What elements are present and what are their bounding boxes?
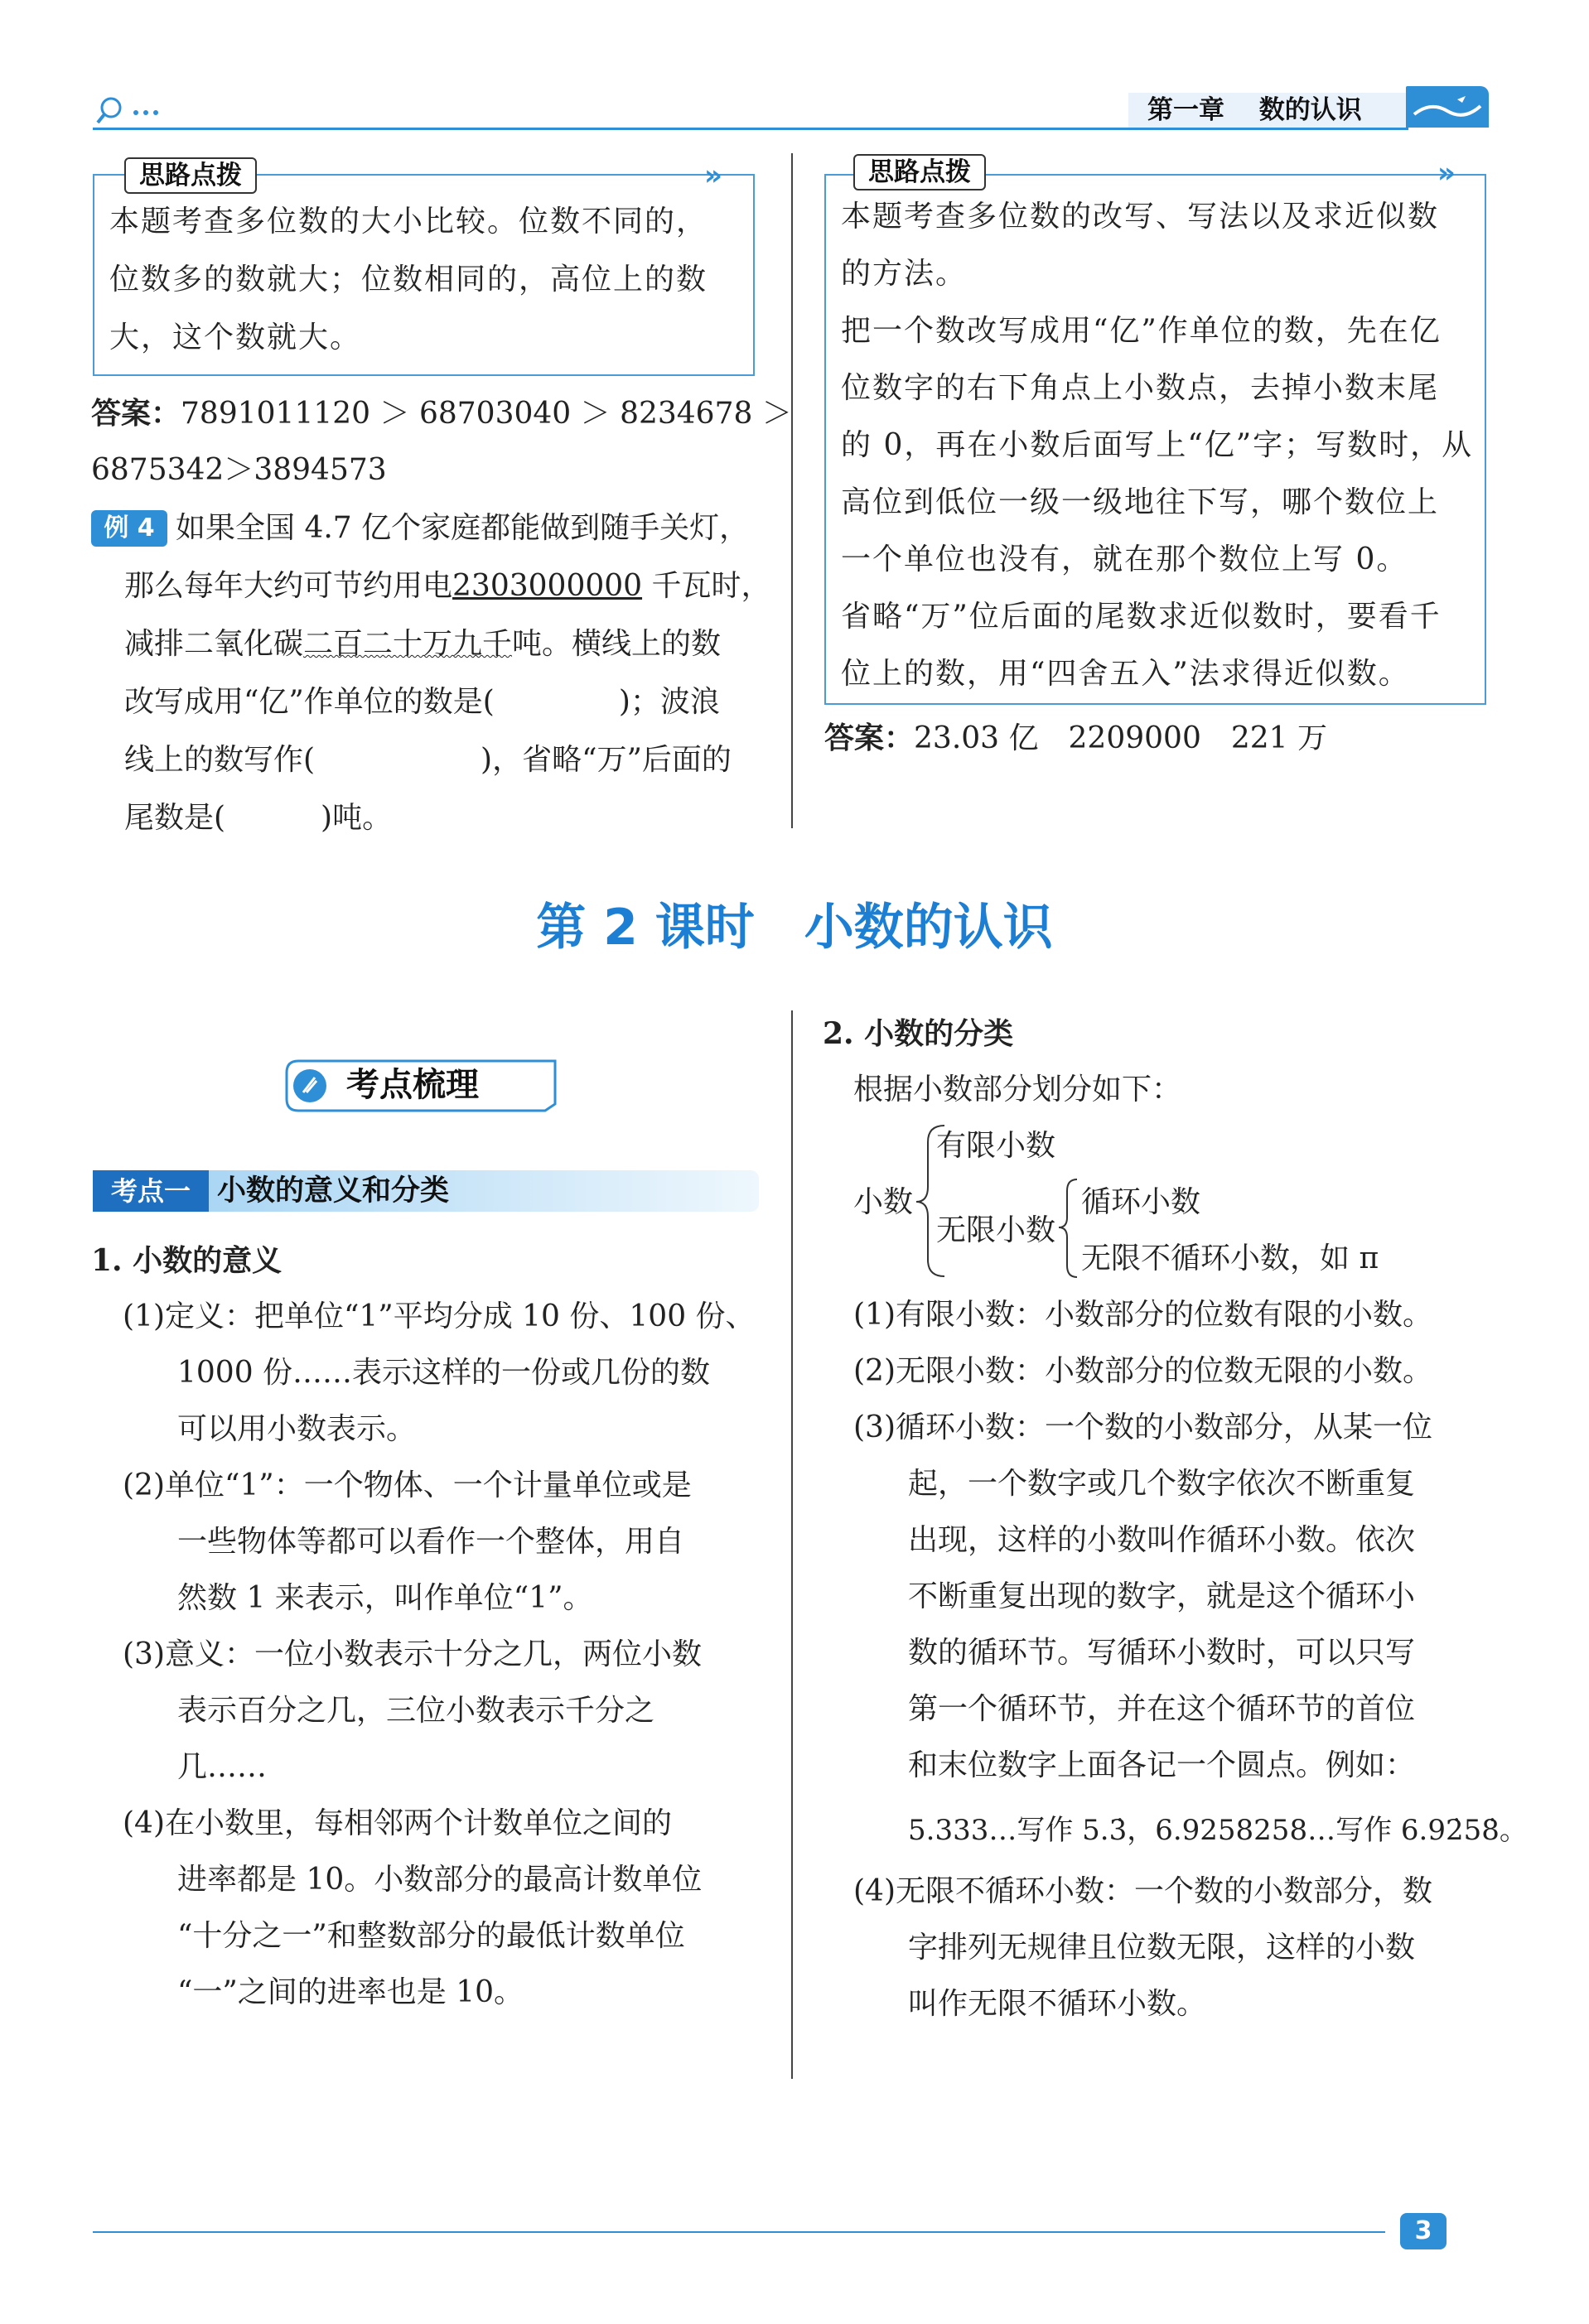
right-line: (2)无限小数：小数部分的位数无限的小数。 xyxy=(853,1354,1432,1388)
right-line: 字排列无规律且位数无限，这样的小数 xyxy=(908,1931,1416,1965)
example-tag: 例 4 xyxy=(91,510,167,547)
answer-left: 答案：7891011120 ＞ 68703040 ＞ 8234678 ＞ xyxy=(91,397,792,431)
example-line: 那么每年大约可节约用电2303000000 千瓦时， xyxy=(124,569,771,603)
right-line: 起，一个数字或几个数字依次不断重复 xyxy=(908,1467,1416,1501)
right-line: 不断重复出现的数字，就是这个循环小 xyxy=(908,1579,1416,1613)
tip-label-right: 思路点拨 xyxy=(853,154,986,190)
tip-right-line: 高位到低位一级一级地往下写，哪个数位上 xyxy=(841,485,1440,519)
left-line: 1000 份……表示这样的一份或几份的数 xyxy=(177,1356,711,1390)
tree-finite: 有限小数 xyxy=(936,1129,1056,1163)
right-line: (1)有限小数：小数部分的位数有限的小数。 xyxy=(853,1298,1432,1332)
double-chevron-icon: » xyxy=(704,159,722,192)
section-banner xyxy=(282,1056,563,1114)
tip-left-line: 位数多的数就大；位数相同的，高位上的数 xyxy=(109,263,708,297)
tree-repeating: 循环小数 xyxy=(1081,1185,1201,1219)
right-intro: 根据小数部分划分如下： xyxy=(853,1073,1182,1107)
right-line: 数的循环节。写循环小数时，可以只写 xyxy=(908,1636,1416,1670)
kaodian-tag: 考点一 xyxy=(93,1170,209,1212)
tree-brace-inner xyxy=(1052,1176,1085,1280)
tip-right-line: 省略“万”位后面的尾数求近似数时，要看千 xyxy=(841,600,1442,634)
tip-left-line: 本题考查多位数的大小比较。位数不同的， xyxy=(109,205,708,239)
tree-infinite: 无限小数 xyxy=(936,1213,1056,1247)
section-banner-title: 考点梳理 xyxy=(346,1066,479,1104)
left-line: “十分之一”和整数部分的最低计数单位 xyxy=(177,1919,685,1953)
right-line: 出现，这样的小数叫作循环小数。依次 xyxy=(908,1523,1416,1557)
tip-right-line: 本题考查多位数的改写、写法以及求近似数 xyxy=(841,200,1440,234)
header-rule xyxy=(93,128,1408,130)
right-line: 叫作无限不循环小数。 xyxy=(908,1987,1207,2021)
left-line: 一些物体等都可以看作一个整体，用自 xyxy=(177,1525,685,1559)
tip-right-line: 的 0，再在小数后面写上“亿”字；写数时，从 xyxy=(841,428,1474,462)
right-line: 第一个循环节，并在这个循环节的首位 xyxy=(908,1692,1416,1726)
answer-right: 答案：23.03 亿 2209000 221 万 xyxy=(824,721,1328,755)
double-chevron-icon: » xyxy=(1437,157,1456,190)
tip-left-line: 大，这个数就大。 xyxy=(109,321,362,354)
right-line: (4)无限不循环小数：一个数的小数部分，数 xyxy=(853,1874,1432,1908)
left-line: (2)单位“1”：一个物体、一个计量单位或是 xyxy=(123,1468,692,1502)
tip-label-left: 思路点拨 xyxy=(124,157,257,194)
right-heading: 2. 小数的分类 xyxy=(823,1016,1014,1051)
right-line: (3)循环小数：一个数的小数部分，从某一位 xyxy=(853,1410,1432,1444)
tip-right-line: 位上的数，用“四舍五入”法求得近似数。 xyxy=(841,657,1410,691)
wave-icon xyxy=(1406,86,1489,128)
kaodian-title: 小数的意义和分类 xyxy=(217,1174,450,1208)
example-line: 如果全国 4.7 亿个家庭都能做到随手关灯， xyxy=(176,511,750,545)
example-line: 尾数是( )吨。 xyxy=(124,801,393,835)
right-example: 5.333…写作 5.3̇，6.9258258…写作 6.92̇58̇。 xyxy=(908,1814,1528,1847)
tip-right-line: 位数字的右下角点上小数点，去掉小数末尾 xyxy=(841,371,1440,405)
left-line: 表示百分之几，三位小数表示千分之 xyxy=(177,1694,655,1728)
left-line: (4)在小数里，每相邻两个计数单位之间的 xyxy=(123,1806,672,1840)
tip-right-line: 把一个数改写成用“亿”作单位的数，先在亿 xyxy=(841,314,1442,348)
left-line: 可以用小数表示。 xyxy=(177,1412,417,1446)
left-line: “一”之间的进率也是 10。 xyxy=(177,1975,524,2009)
left-heading: 1. 小数的意义 xyxy=(91,1243,283,1278)
lesson-title: 第 2 课时 小数的认识 xyxy=(536,899,1053,957)
column-divider-top xyxy=(791,153,793,828)
example-line: 减排二氧化碳二百二十万九千吨。横线上的数 xyxy=(124,627,722,661)
answer-left-cont: 6875342＞3894573 xyxy=(91,453,387,487)
tip-right-line: 的方法。 xyxy=(841,257,968,291)
example-line: 线上的数写作( )，省略“万”后面的 xyxy=(124,743,732,777)
left-line: 进率都是 10。小数部分的最高计数单位 xyxy=(177,1863,703,1897)
right-line: 和末位数字上面各记一个圆点。例如： xyxy=(908,1748,1416,1782)
header-chapter: 第一章 数的认识 xyxy=(1147,95,1362,125)
page-number: 3 xyxy=(1400,2213,1447,2249)
column-divider-bottom xyxy=(791,1010,793,2079)
header-wave-tab xyxy=(1406,86,1489,128)
footer-rule xyxy=(93,2231,1385,2233)
tree-root: 小数 xyxy=(853,1185,914,1219)
left-line: (1)定义：把单位“1”平均分成 10 份、100 份、 xyxy=(123,1299,756,1333)
example-line: 改写成用“亿”作单位的数是( )；波浪 xyxy=(124,685,720,719)
tip-right-line: 一个单位也没有，就在那个数位上写 0。 xyxy=(841,542,1408,576)
left-line: (3)意义：一位小数表示十分之几，两位小数 xyxy=(123,1637,702,1671)
tree-nonrepeating: 无限不循环小数，如 π xyxy=(1081,1242,1379,1275)
magnifier-icon xyxy=(93,93,184,129)
left-line: 然数 1 来表示，叫作单位“1”。 xyxy=(177,1581,593,1615)
left-line: 几…… xyxy=(177,1750,268,1784)
